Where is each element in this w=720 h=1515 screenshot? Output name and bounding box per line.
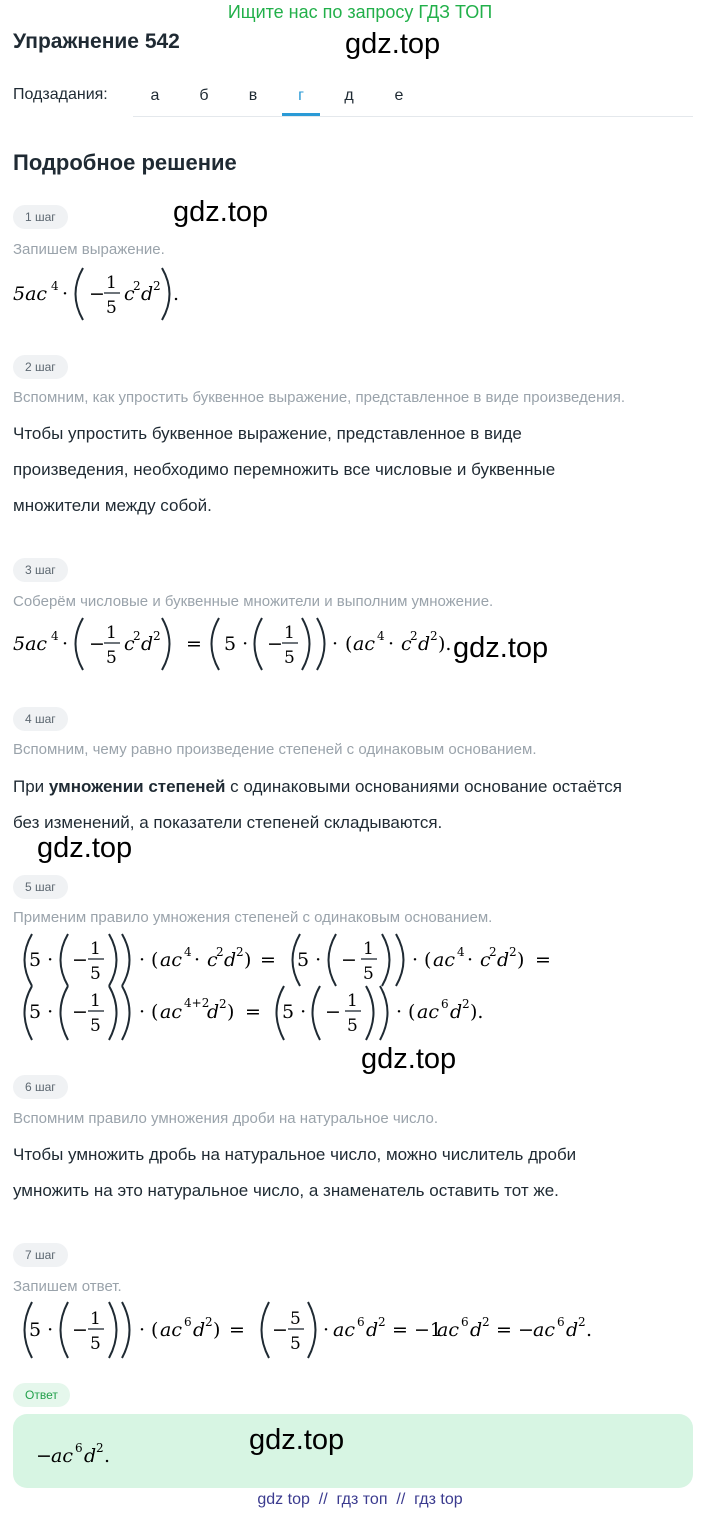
svg-text:5 ·: 5 · [297,949,322,971]
svg-text:d: d [207,1001,220,1023]
svg-text:ac: ac [433,949,455,971]
svg-text:·: · [388,633,395,655]
svg-text:2: 2 [236,945,244,959]
svg-text:ac: ac [160,1001,182,1023]
svg-text:4: 4 [184,945,192,959]
svg-text:·: · [467,949,474,971]
svg-text:5 ·: 5 · [29,949,54,971]
step-3-hint: Соберём числовые и буквенные множители и выполним умножение. [13,593,494,610]
svg-text:=: = [245,1001,261,1023]
svg-text:6: 6 [184,1315,192,1329]
step-6-badge: 6 шаг [13,1075,68,1099]
svg-text:2: 2 [205,1315,213,1329]
svg-text:=: = [535,949,551,971]
svg-text:·: · [194,949,201,971]
watermark: gdz.top [345,28,441,60]
svg-text:1: 1 [347,991,358,1011]
svg-text:=: = [260,949,276,971]
svg-text:d: d [84,1445,97,1467]
svg-text:6: 6 [357,1315,365,1329]
svg-text:): ) [517,949,525,971]
svg-text:2: 2 [378,1315,386,1329]
step-2-text-line: Чтобы упростить буквенное выражение, представленное в виде [13,424,522,443]
tab-g[interactable]: г [282,80,320,116]
svg-text:5: 5 [106,298,117,318]
svg-text:2: 2 [133,629,141,643]
svg-text:·: · [62,283,69,305]
svg-text:d: d [141,283,154,305]
svg-text:6: 6 [557,1315,565,1329]
step-6-hint: Вспомним правило умножения дроби на натуральное число. [13,1110,438,1127]
svg-text:−: − [325,1001,341,1023]
watermark: gdz.top [453,632,549,664]
svg-text:2: 2 [153,629,161,643]
svg-text:).: ). [438,633,452,655]
svg-text:1: 1 [90,939,101,959]
svg-text:d: d [470,1319,483,1341]
subtasks-label: Подзадания: [13,86,108,103]
svg-text:5: 5 [290,1334,301,1354]
svg-text:d: d [366,1319,379,1341]
svg-text:): ) [213,1319,221,1341]
page-title: Упражнение 542 [13,30,180,53]
svg-text:·: · [323,1319,330,1341]
svg-text:1: 1 [363,939,374,959]
svg-text:=: = [229,1319,245,1341]
step-5-hint: Применим правило умножения степеней с одинаковым основанием. [13,909,493,926]
svg-text:(: ( [151,949,159,971]
step-7-hint: Запишем ответ. [13,1278,122,1295]
tab-b[interactable]: б [199,87,209,104]
svg-text:·: · [396,1001,403,1023]
tab-d[interactable]: д [344,87,354,104]
svg-text:·: · [139,1001,146,1023]
svg-text:5ac: 5ac [13,633,48,655]
svg-text:ac: ac [533,1319,555,1341]
svg-text:5: 5 [90,1016,101,1036]
svg-text:ac: ac [417,1001,439,1023]
step-4-badge: 4 шаг [13,707,68,731]
svg-text:−: − [72,1319,88,1341]
svg-text:−: − [72,949,88,971]
svg-text:d: d [497,949,510,971]
watermark: gdz.top [249,1424,345,1456]
svg-text:=: = [496,1319,512,1341]
svg-text:): ) [227,1001,235,1023]
svg-text:(: ( [408,1001,416,1023]
svg-text:6: 6 [461,1315,469,1329]
svg-text:5: 5 [363,964,374,984]
step-7-formula [10,1298,610,1362]
svg-text:2: 2 [96,1441,104,1455]
svg-text:−: − [89,283,105,305]
svg-text:d: d [450,1001,463,1023]
svg-text:d: d [193,1319,206,1341]
step-1-badge: 1 шаг [13,205,68,229]
svg-text:c: c [124,633,135,655]
step-4-text-line [13,769,622,805]
svg-text:.: . [586,1319,593,1341]
svg-text:5 ·: 5 · [282,1001,307,1023]
svg-text:2: 2 [430,629,438,643]
step-2-text-line: множители между собой. [13,496,212,515]
svg-text:2: 2 [153,279,161,293]
search-banner: Ищите нас по запросу ГДЗ ТОП [227,2,493,22]
svg-text:1: 1 [106,273,117,293]
svg-text:=: = [186,633,202,655]
step-1-formula [10,262,210,326]
step-5-formula [10,930,570,1044]
text-span: При [13,777,49,796]
svg-text:d: d [141,633,154,655]
svg-text:−: − [341,949,357,971]
svg-text:5: 5 [90,1334,101,1354]
svg-text:−: − [518,1319,534,1341]
svg-text:−: − [72,1001,88,1023]
svg-text:=: = [392,1319,408,1341]
svg-text:.: . [104,1445,111,1467]
svg-text:2: 2 [578,1315,586,1329]
step-7-badge: 7 шаг [13,1243,68,1267]
answer-badge: Ответ [13,1383,70,1407]
svg-text:d: d [418,633,431,655]
svg-text:−: − [267,633,283,655]
svg-text:ac: ac [51,1445,73,1467]
step-3-formula [10,612,460,676]
svg-text:c: c [207,949,218,971]
tab-v[interactable]: в [248,87,258,104]
svg-text:(: ( [424,949,432,971]
watermark: gdz.top [173,196,269,228]
svg-text:4+2: 4+2 [184,996,210,1010]
svg-text:2: 2 [133,279,141,293]
step-2-hint: Вспомним, как упростить буквенное выражение, представленное в виде произведения. [13,389,626,406]
watermark: gdz.top [37,832,133,864]
svg-text:ac: ac [160,1319,182,1341]
bold-term: умножении степеней [48,777,226,796]
step-5-badge: 5 шаг [13,875,68,899]
subtasks-tabs [133,80,693,117]
step-6-text-line: умножить на это натуральное число, а знаменатель оставить тот же. [13,1181,559,1200]
svg-text:−: − [272,1319,288,1341]
svg-text:5: 5 [290,1309,301,1329]
tab-a[interactable]: а [150,87,160,104]
svg-text:d: d [566,1319,579,1341]
svg-text:6: 6 [75,1441,83,1455]
svg-text:(: ( [345,633,353,655]
text-span: с одинаковыми основаниями основание остаётся [225,777,622,796]
svg-text:−1: −1 [414,1319,443,1341]
svg-text:.: . [173,283,180,305]
svg-text:c: c [480,949,491,971]
step-6-text-line: Чтобы умножить дробь на натуральное число, можно числитель дроби [13,1145,577,1164]
svg-text:c: c [401,633,412,655]
svg-text:5ac: 5ac [13,283,48,305]
svg-text:ac: ac [437,1319,459,1341]
svg-text:2: 2 [219,997,227,1011]
svg-text:): ) [244,949,252,971]
step-4-hint: Вспомним, чему равно произведение степеней с одинаковым основанием. [13,741,537,758]
solution-heading: Подробное решение [13,150,237,175]
svg-text:·: · [139,949,146,971]
step-2-badge: 2 шаг [13,355,68,379]
svg-text:(: ( [151,1319,159,1341]
svg-text:·: · [62,633,69,655]
svg-text:1: 1 [106,623,117,643]
svg-text:·: · [412,949,419,971]
svg-text:ac: ac [353,633,375,655]
step-4-text-line: без изменений, а показатели степеней складываются. [13,813,443,832]
svg-text:).: ). [470,1001,484,1023]
svg-text:5 ·: 5 · [29,1319,54,1341]
svg-text:6: 6 [441,997,449,1011]
svg-text:4: 4 [377,629,385,643]
svg-text:5: 5 [90,964,101,984]
svg-text:2: 2 [482,1315,490,1329]
answer-formula [30,1434,150,1474]
watermark: gdz.top [361,1043,457,1075]
svg-text:ac: ac [160,949,182,971]
svg-text:(: ( [151,1001,159,1023]
svg-text:2: 2 [489,945,497,959]
svg-text:2: 2 [216,945,224,959]
svg-text:5 ·: 5 · [29,1001,54,1023]
svg-text:−: − [89,633,105,655]
step-3-badge: 3 шаг [13,558,68,582]
svg-text:1: 1 [90,1309,101,1329]
tab-e[interactable]: е [394,87,404,104]
footer-links[interactable]: gdz top // гдз топ // гдз top [257,1491,463,1508]
svg-text:ac: ac [333,1319,355,1341]
svg-text:d: d [224,949,237,971]
svg-text:5: 5 [347,1016,358,1036]
svg-text:·: · [332,633,339,655]
svg-text:c: c [124,283,135,305]
svg-text:5 ·: 5 · [224,633,249,655]
svg-text:4: 4 [51,279,59,293]
svg-text:5: 5 [284,648,295,668]
svg-text:1: 1 [284,623,295,643]
step-2-text-line: произведения, необходимо перемножить все числовые и буквенные [13,460,556,479]
svg-text:1: 1 [90,991,101,1011]
svg-text:4: 4 [51,629,59,643]
svg-text:4: 4 [457,945,465,959]
svg-text:2: 2 [410,629,418,643]
svg-text:·: · [139,1319,146,1341]
svg-text:2: 2 [462,997,470,1011]
svg-text:5: 5 [106,648,117,668]
step-1-hint: Запишем выражение. [13,241,165,258]
svg-text:2: 2 [509,945,517,959]
svg-text:−: − [36,1445,52,1467]
